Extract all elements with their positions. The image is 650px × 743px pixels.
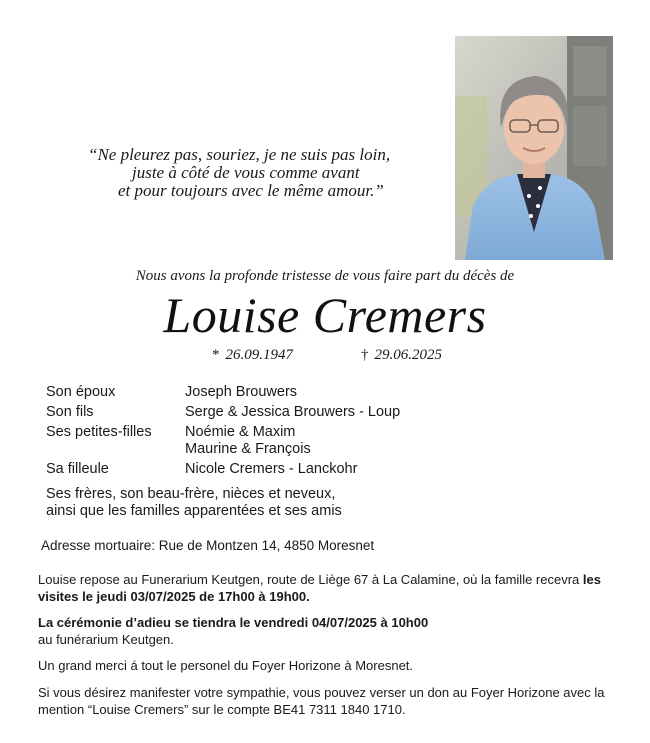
family-relation: Son fils [46,404,94,420]
family-member: Serge & Jessica Brouwers - Loup [185,404,401,420]
thanks-paragraph: Un grand merci á tout le personel du Foyer Horizone à Moresnet. [38,658,414,673]
extended-family [46,486,606,520]
donation-paragraph: Si vous désirez manifester votre sympathie, vous pouvez verser un don au Foyer Horizone avec la mention “Louise Cremers” sur le compte BE41 7311 1840 1710. [38,685,605,717]
family-row [46,461,606,478]
ceremony-location: au funérarium Keutgen. [38,632,174,647]
family-member: Maurine & François [185,441,311,457]
portrait-photo [455,36,613,260]
family-row [46,384,606,401]
family-member: Noémie & Maxim [185,424,296,440]
visitation-times: les visites le jeudi 03/07/2025 de 17h00 à 19h00. [38,572,601,604]
ceremony-time: La cérémonie d’adieu se tiendra le vendredi 04/07/2025 à 10h00 [38,615,429,630]
portrait-illustration [455,36,613,260]
family-list [46,384,606,520]
ceremony-paragraph [38,614,618,648]
family-relation: Son époux [46,384,116,400]
extended-family-line: Ses frères, son beau-frère, nièces et neveux, [46,486,336,502]
family-names [185,404,400,421]
extended-family-line: ainsi que les familles apparentées et ses amis [46,503,342,519]
family-relation: Sa filleule [46,461,109,477]
visitation-text: Louise repose au Funerarium Keutgen, route de Liège 67 à La Calamine, où la famille recevra [38,572,583,587]
quote-line: et pour toujours avec le même amour.” [118,181,384,200]
death-date-value: 29.06.2025 [374,347,442,363]
announcement-intro: Nous avons la profonde tristesse de vous faire part du décès de [135,268,515,284]
family-names [185,424,311,458]
family-names [185,384,297,401]
family-relation: Ses petites-filles [46,424,152,440]
family-member: Nicole Cremers - Lanckohr [185,461,358,477]
death-date [361,347,442,364]
cross-icon: † [361,347,369,363]
family-row [46,404,606,421]
visitation-paragraph [38,571,618,605]
quote-line: juste à côté de vous comme avant [132,163,360,182]
deceased-name: Louise Cremers [163,287,487,343]
family-member: Joseph Brouwers [185,384,298,400]
family-row [46,424,606,458]
quote-line: “Ne pleurez pas, souriez, je ne suis pas loin, [88,145,391,164]
birth-date-value: 26.09.1947 [225,347,293,363]
birth-symbol: * [212,347,220,363]
birth-date [212,347,293,364]
mortuary-address: Adresse mortuaire: Rue de Montzen 14, 4850 Moresnet [41,538,375,553]
family-names [185,461,357,478]
memorial-quote [88,146,418,200]
